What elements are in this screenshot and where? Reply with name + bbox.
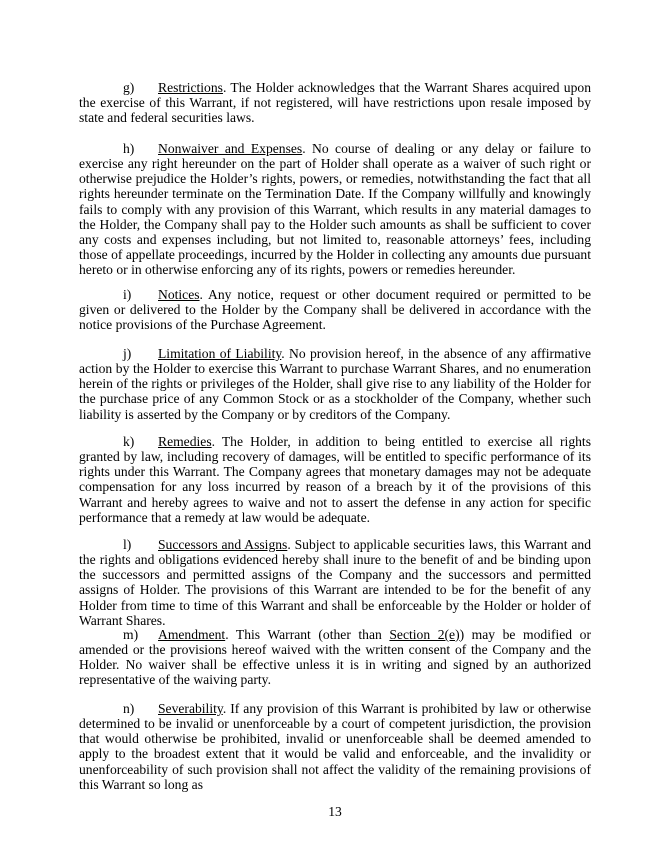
section-l-letter: l) (123, 537, 132, 552)
section-l-body: . Subject to applicable securities laws, this Warrant and the rights and obligations evidenced hereby shall inure to the benefit of and be binding upon the successors and permitted assigns of the Company and the successors and permitted assigns of Holder. The provisions of this Warrant are intended to be for the benefit of any Holder from time to time of this Warrant and shall be enforceable by the Holder or holder of Warrant Shares. (79, 537, 591, 628)
section-m-letter: m) (123, 627, 139, 642)
section-k-body: . The Holder, in addition to being entitled to exercise all rights granted by law, including recovery of damages, will be entitled to specific performance of its rights under this Warrant. The Company agrees that monetary damages may not be adequate compensation for any loss incurred by reason of a breach by it of the provisions of this Warrant and hereby agrees to waive and not to assert the defense in any action for specific performance that a remedy at law would be adequate. (79, 434, 591, 525)
section-l-paragraph (79, 537, 591, 628)
section-h-letter: h) (123, 141, 135, 156)
section-k-letter: k) (123, 434, 135, 449)
section-g-paragraph (79, 80, 591, 125)
section-k-heading: Remedies (158, 434, 212, 449)
section-m-body: ) may be modified or amended or the provisions hereof waived with the written consent of the Company and the Holder. No waiver shall be effective unless it is in writing and signed by an authorized representative of the waiving party. (79, 627, 591, 688)
section-n-paragraph (79, 701, 591, 792)
section-n-heading: Severability (158, 701, 223, 716)
section-j-letter: j) (123, 346, 132, 361)
section-i-heading: Notices (158, 287, 200, 302)
section-m-heading: Amendment (158, 627, 226, 642)
section-h-body: . No course of dealing or any delay or failure to exercise any right hereunder on the part of Holder shall operate as a waiver of such right or otherwise prejudice the Holder’s rights, powers, or remedies, notwithstanding the fact that all rights hereunder terminate on the Termination Date. If the Company willfully and knowingly fails to comply with any provision of this Warrant, which results in any material damages to the Holder, the Company shall pay to the Holder such amounts as shall be sufficient to cover any costs and expenses including, but not limited to, reasonable attorneys’ fees, including those of appellate proceedings, incurred by the Holder in collecting any amounts due pursuant hereto or in otherwise enforcing any of its rights, powers or remedies hereunder. (79, 141, 591, 278)
section-h-heading: Nonwaiver and Expenses (158, 141, 303, 156)
section-i-body: . Any notice, request or other document required or permitted to be given or delivered to the Holder by the Company shall be delivered in accordance with the notice provisions of the Purchase Agreement. (79, 287, 591, 333)
section-h-paragraph (79, 141, 591, 277)
section-i-letter: i) (123, 287, 132, 302)
section-m-body-start: . This Warrant (other than (225, 627, 390, 642)
section-k-paragraph (79, 434, 591, 525)
section-g-heading: Restrictions (158, 80, 223, 95)
section-j-heading: Limitation of Liability (158, 346, 282, 361)
page-number: 13 (328, 804, 342, 819)
section-g-letter: g) (123, 80, 135, 95)
section-n-letter: n) (123, 701, 135, 716)
section-m-paragraph (79, 627, 591, 688)
section-n-body: . If any provision of this Warrant is prohibited by law or otherwise determined to be invalid or unenforceable by a court of competent jurisdiction, the provision that would otherwise be prohibited, invalid or unenforceable shall be deemed amended to apply to the broadest extent that it would be valid and enforceable, and the invalidity or unenforceability of such provision shall not affect the validity of the remaining provisions of this Warrant so long as (79, 701, 591, 792)
section-j-body: . No provision hereof, in the absence of any affirmative action by the Holder to exercise this Warrant to purchase Warrant Shares, and no enumeration herein of the rights or privileges of the Holder, shall give rise to any liability of the Holder for the purchase price of any Common Stock or as a stockholder of the Company, whether such liability is asserted by the Company or by creditors of the Company. (79, 346, 591, 422)
section-l-heading: Successors and Assigns (158, 537, 288, 552)
section-2e-reference: Section 2(e) (389, 627, 460, 642)
section-i-paragraph (79, 287, 591, 332)
section-j-paragraph (79, 346, 591, 422)
section-g-body: . The Holder acknowledges that the Warrant Shares acquired upon the exercise of this Warrant, if not registered, will have restrictions upon resale imposed by state and federal securities laws. (79, 80, 591, 126)
